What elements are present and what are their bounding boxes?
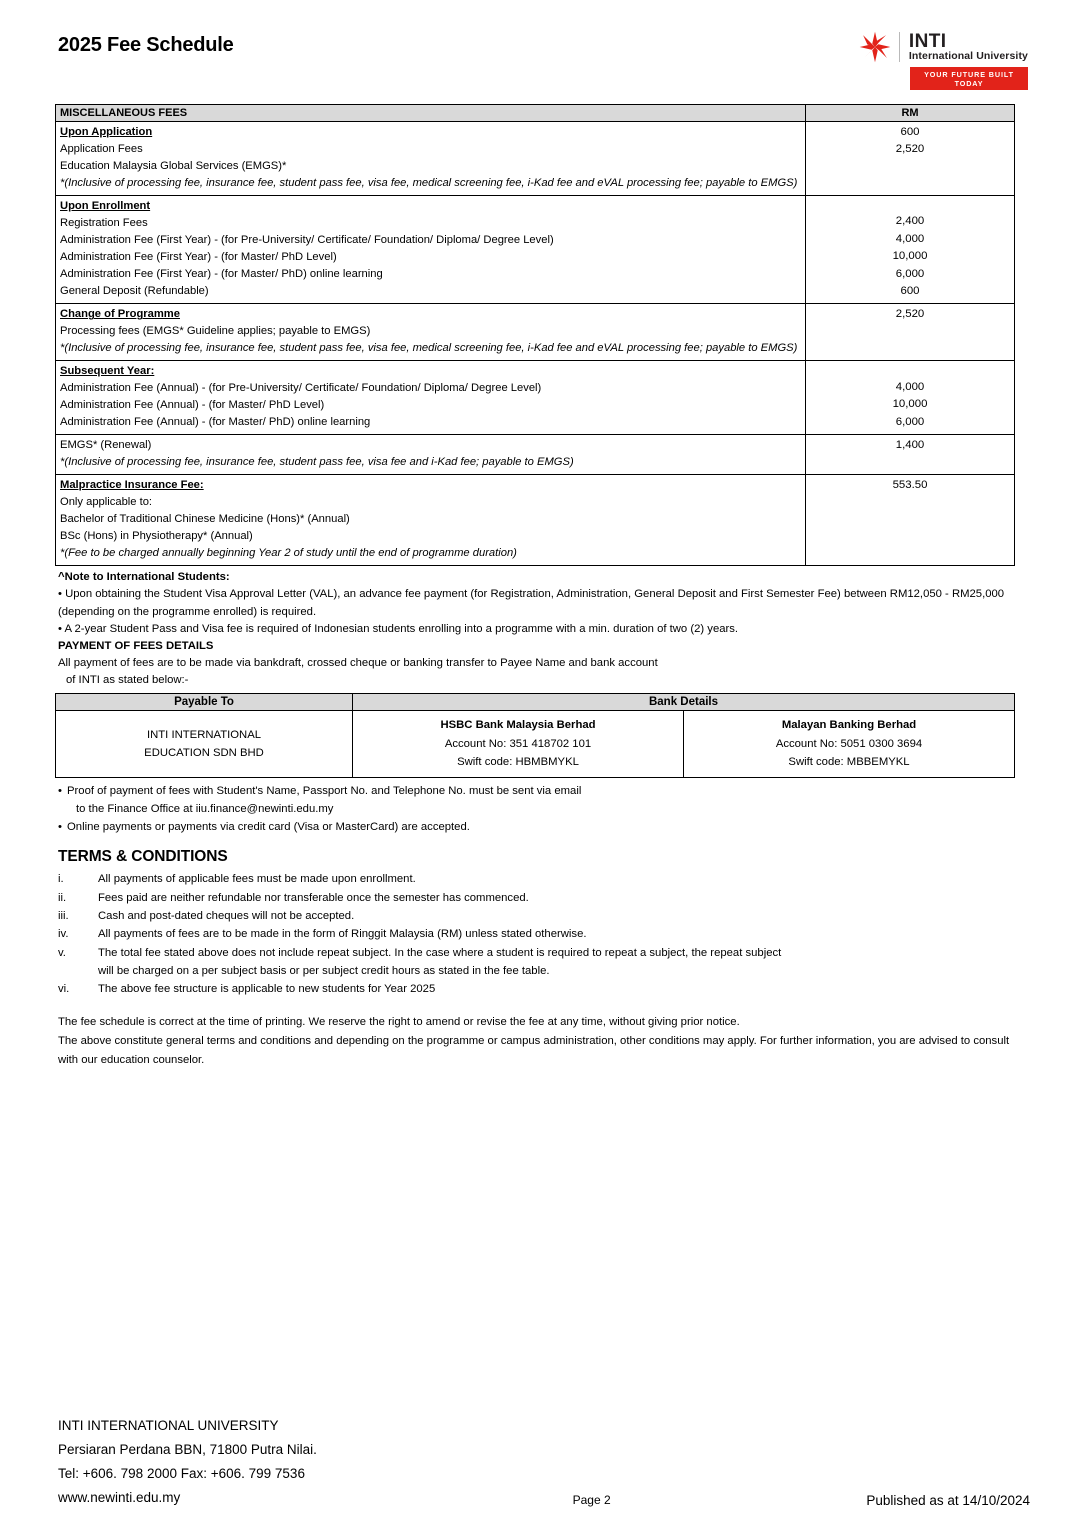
table-row: [56, 122, 1015, 196]
fee-description-cell: [56, 361, 806, 435]
fee-section-heading: Malpractice Insurance Fee:: [60, 479, 204, 492]
payment-bullet-1: [58, 782, 1030, 800]
fee-item-note: *(Inclusive of processing fee, insurance fee, student pass fee, visa fee, medical screening fee, i-Kad fee and eVAL processing fee; payable to EMGS): [60, 177, 798, 190]
fee-item-note: *(Fee to be charged annually beginning Year 2 of study until the end of programme duration): [60, 547, 517, 560]
bank-cell-hsbc: [353, 711, 684, 778]
fee-description-cell: [56, 475, 806, 566]
fee-description-cell: [56, 304, 806, 361]
column-header-bank-details: Bank Details: [353, 694, 1015, 711]
logo-tagline: YOUR FUTURE BUILT TODAY: [910, 67, 1028, 90]
logo-divider: [899, 32, 900, 62]
footer-phone-fax: Tel: +606. 798 2000 Fax: +606. 799 7536: [58, 1465, 305, 1481]
bank-data-row: [56, 711, 1015, 778]
fee-section-heading: Upon Enrollment: [60, 199, 151, 212]
bank-account-number: Account No: 351 418702 101: [444, 737, 592, 750]
fee-section-heading: Subsequent Year:: [60, 365, 155, 378]
terms-item-number: vi.: [58, 983, 70, 996]
terms-item-number: iv.: [58, 928, 69, 941]
fee-item-label: Administration Fee (First Year) - (for Master/ PhD) online learning: [60, 268, 383, 281]
terms-list-item: [58, 907, 1030, 925]
terms-list: [58, 870, 1030, 998]
fee-amount-value: 6,000: [895, 267, 925, 280]
terms-item-number: ii.: [58, 891, 67, 904]
fee-item-note: *(Inclusive of processing fee, insurance fee, student pass fee, visa fee, medical screening fee, i-Kad fee and eVAL processing fee; payable to EMGS): [60, 342, 798, 355]
payable-to-line-2: EDUCATION SDN BHD: [144, 746, 264, 759]
fee-amount-value: 10,000: [892, 398, 928, 411]
fee-description-cell: [56, 122, 806, 196]
terms-item-number: i.: [58, 873, 64, 886]
terms-item-text: All payments of fees are to be made in the form of Ringgit Malaysia (RM) unless stated otherwise.: [98, 928, 587, 941]
table-row: [56, 361, 1015, 435]
footer-website: www.newinti.edu.my: [58, 1489, 181, 1505]
payment-bullet-2: [58, 818, 1030, 836]
bank-swift-code: Swift code: MBBEMYKL: [788, 755, 910, 768]
fee-table-container: [0, 104, 1080, 566]
terms-item-number: v.: [58, 946, 66, 959]
starburst-icon: [858, 30, 892, 64]
column-header-description: MISCELLANEOUS FEES: [56, 105, 806, 122]
terms-list-item: [58, 889, 1030, 907]
fee-amount-value: 1,400: [895, 439, 925, 452]
bank-details-table: [55, 693, 1015, 778]
fee-item-label: Only applicable to:: [60, 496, 153, 509]
fee-item-label: EMGS* (Renewal): [60, 439, 152, 452]
terms-item-number: iii.: [58, 910, 69, 923]
fee-description-cell: [56, 195, 806, 304]
table-header-row: [56, 105, 1015, 122]
bank-swift-code: Swift code: HBMBMYKL: [457, 755, 579, 768]
fee-item-label: Administration Fee (First Year) - (for Pre-University/ Certificate/ Foundation/ Diploma/ Degree Level): [60, 233, 554, 246]
terms-and-conditions: [0, 836, 1080, 998]
table-row: [56, 435, 1015, 475]
note-bullet-2: • A 2-year Student Pass and Visa fee is required of Indonesian students enrolling into a programme with a min. duration of two (2) years.: [58, 622, 739, 635]
bullet-dot-icon: •: [58, 821, 62, 834]
payment-bullet-2-text: Online payments or payments via credit card (Visa or MasterCard) are accepted.: [67, 821, 470, 834]
fee-item-note: *(Inclusive of processing fee, insurance fee, student pass fee, visa fee and i-Kad fee; payable to EMGS): [60, 456, 574, 469]
fee-amount-value: 600: [900, 126, 920, 138]
terms-title: TERMS & CONDITIONS: [58, 848, 228, 866]
fee-amount-value: 4,000: [895, 232, 925, 245]
fee-item-label: Registration Fees: [60, 216, 148, 229]
page-footer: [0, 1414, 1080, 1510]
table-row: [56, 304, 1015, 361]
terms-list-item: [58, 944, 1030, 962]
bank-cell-maybank: [684, 711, 1015, 778]
payment-bullet-1-continuation: to the Finance Office at iiu.finance@newinti.edu.my: [76, 803, 334, 816]
footer-published-date: Published as at 14/10/2024: [866, 1493, 1030, 1508]
note-bullet-1: • Upon obtaining the Student Visa Approval Letter (VAL), an advance fee payment (for Registration, Administration, General Deposit and First Semester Fee) between RM12,050 - RM25,000 (depending on the programme enrolled) is required.: [58, 588, 1005, 618]
table-row: [56, 475, 1015, 566]
logo-wordmark: [909, 32, 1028, 63]
fee-item-label: Bachelor of Traditional Chinese Medicine (Hons)* (Annual): [60, 513, 350, 526]
fee-amount-cell: [806, 195, 1015, 304]
fee-amount-cell: [806, 122, 1015, 196]
disclaimer: [0, 999, 1080, 1071]
footer-page-number: Page 2: [572, 1493, 611, 1507]
logo-subtitle: International University: [908, 50, 1028, 63]
terms-item-continuation: will be charged on a per subject basis or per subject credit hours as stated in the fee table.: [98, 964, 550, 977]
fee-amount-cell: [806, 475, 1015, 566]
fee-amount-value: 600: [900, 284, 920, 297]
fee-item-label: Administration Fee (Annual) - (for Master/ PhD) online learning: [60, 416, 371, 429]
fee-amount-value: 4,000: [895, 381, 925, 394]
fee-amount-value: 6,000: [895, 415, 925, 428]
payment-details-line-1: All payment of fees are to be made via bankdraft, crossed cheque or banking transfer to Payee Name and bank account: [58, 657, 658, 670]
notes-heading: ^Note to International Students:: [58, 571, 230, 584]
fee-amount-value: 2,520: [895, 143, 925, 156]
bank-name: HSBC Bank Malaysia Berhad: [440, 719, 596, 732]
column-header-payable-to: Payable To: [56, 694, 353, 711]
fee-item-label: Education Malaysia Global Services (EMGS)*: [60, 159, 287, 172]
bank-name: Malayan Banking Berhad: [781, 719, 917, 732]
logo-lockup: [858, 30, 1028, 64]
bank-header-row: [56, 694, 1015, 711]
payable-to-line-1: INTI INTERNATIONAL: [146, 728, 262, 741]
fee-item-label: Administration Fee (Annual) - (for Pre-University/ Certificate/ Foundation/ Diploma/ Degree Level): [60, 381, 542, 394]
international-students-notes: [0, 566, 1080, 689]
payment-details-heading: PAYMENT OF FEES DETAILS: [58, 639, 214, 652]
terms-list-item: [58, 980, 1030, 998]
footer-contact-block: [58, 1414, 317, 1510]
fee-amount-value: 2,520: [895, 308, 925, 321]
fee-amount-cell: [806, 361, 1015, 435]
bullet-dot-icon: •: [58, 785, 62, 798]
payment-details-line-2: of INTI as stated below:-: [66, 674, 189, 687]
disclaimer-paragraph-1: The fee schedule is correct at the time of printing. We reserve the right to amend or revise the fee at any time, without giving prior notice.: [58, 1015, 740, 1028]
column-header-rm: RM: [806, 105, 1015, 122]
fee-item-label: Administration Fee (First Year) - (for Master/ PhD Level): [60, 250, 337, 263]
payment-method-bullets: [0, 778, 1080, 836]
terms-list-item: [58, 870, 1030, 888]
payment-bullet-1-text: Proof of payment of fees with Student's Name, Passport No. and Telephone No. must be sent via email: [67, 785, 582, 798]
fee-description-cell: [56, 435, 806, 475]
table-row: [56, 195, 1015, 304]
fee-item-label: Processing fees (EMGS* Guideline applies; payable to EMGS): [60, 325, 371, 338]
fee-amount-value: 2,400: [895, 215, 925, 228]
page-header: [0, 0, 1080, 90]
page-title: 2025 Fee Schedule: [58, 34, 234, 56]
fee-item-label: Application Fees: [60, 142, 143, 155]
fee-amount-value: 10,000: [892, 250, 928, 263]
fee-item-label: Administration Fee (Annual) - (for Master/ PhD Level): [60, 399, 325, 412]
disclaimer-paragraph-2: The above constitute general terms and conditions and depending on the programme or campus administration, other conditions may apply. For further information, you are advised to consult with our education counselor.: [58, 1034, 1010, 1067]
bank-details-container: [0, 689, 1080, 778]
fee-item-label: BSc (Hons) in Physiotherapy* (Annual): [60, 530, 253, 543]
inti-logo: [858, 30, 1028, 90]
footer-address: Persiaran Perdana BBN, 71800 Putra Nilai.: [58, 1441, 317, 1457]
footer-organization: INTI INTERNATIONAL UNIVERSITY: [58, 1417, 279, 1433]
terms-item-text: The total fee stated above does not include repeat subject. In the case where a student is required to repeat a subject, the repeat subject: [98, 946, 782, 959]
fee-amount-cell: [806, 304, 1015, 361]
fee-item-label: General Deposit (Refundable): [60, 285, 209, 298]
terms-list-item: [58, 925, 1030, 943]
miscellaneous-fees-table: [55, 104, 1015, 566]
fee-section-heading: Change of Programme: [60, 308, 180, 321]
logo-name: INTI: [908, 30, 947, 52]
fee-amount-cell: [806, 435, 1015, 475]
terms-item-text: Cash and post-dated cheques will not be accepted.: [98, 910, 355, 923]
payable-to-cell: [56, 711, 353, 778]
terms-item-text: The above fee structure is applicable to new students for Year 2025: [98, 983, 436, 996]
terms-item-text: All payments of applicable fees must be made upon enrollment.: [98, 873, 416, 886]
fee-section-heading: Upon Application: [60, 126, 153, 138]
terms-item-text: Fees paid are neither refundable nor transferable once the semester has commenced.: [98, 891, 529, 904]
fee-amount-value: 553.50: [892, 479, 928, 492]
bank-account-number: Account No: 5051 0300 3694: [775, 737, 923, 750]
